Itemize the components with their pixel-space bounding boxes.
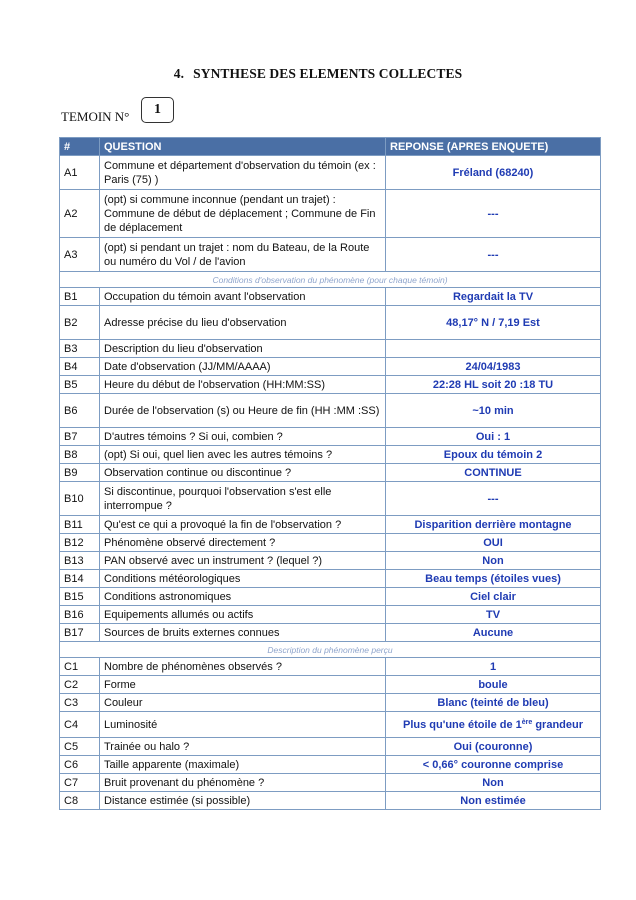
row-answer: Oui (couronne)	[386, 738, 601, 756]
row-question: Heure du début de l'observation (HH:MM:SS)	[100, 376, 386, 394]
table-row	[60, 658, 601, 676]
row-id: B11	[60, 516, 100, 534]
row-answer: 22:28 HL soit 20 :18 TU	[386, 376, 601, 394]
row-id: B3	[60, 340, 100, 358]
row-question: Nombre de phénomènes observés ?	[100, 658, 386, 676]
table-row	[60, 306, 601, 340]
section-row-conditions	[60, 272, 601, 288]
row-answer	[386, 340, 601, 358]
section-label: Description du phénomène perçu	[60, 642, 601, 658]
row-id: B1	[60, 288, 100, 306]
table-row	[60, 774, 601, 792]
row-answer: 1	[386, 658, 601, 676]
row-answer: Oui : 1	[386, 428, 601, 446]
header-id: #	[60, 138, 100, 156]
row-id: A1	[60, 156, 100, 190]
row-question: Conditions météorologiques	[100, 570, 386, 588]
synthesis-table	[59, 137, 601, 810]
table-row	[60, 428, 601, 446]
row-question: Taille apparente (maximale)	[100, 756, 386, 774]
row-answer: < 0,66° couronne comprise	[386, 756, 601, 774]
row-id: C5	[60, 738, 100, 756]
row-answer: ~10 min	[386, 394, 601, 428]
row-answer: Fréland (68240)	[386, 156, 601, 190]
row-id: A2	[60, 190, 100, 238]
table-row	[60, 340, 601, 358]
table-header-row	[60, 138, 601, 156]
header-answer: REPONSE (APRES ENQUETE)	[386, 138, 601, 156]
row-answer: Non	[386, 774, 601, 792]
table-row	[60, 756, 601, 774]
row-answer: boule	[386, 676, 601, 694]
row-answer: TV	[386, 606, 601, 624]
row-answer: CONTINUE	[386, 464, 601, 482]
row-question: Phénomène observé directement ?	[100, 534, 386, 552]
table-row	[60, 376, 601, 394]
row-answer: Epoux du témoin 2	[386, 446, 601, 464]
row-question: Observation continue ou discontinue ?	[100, 464, 386, 482]
row-answer: Aucune	[386, 624, 601, 642]
table-row	[60, 394, 601, 428]
table-row	[60, 694, 601, 712]
row-question: Distance estimée (si possible)	[100, 792, 386, 810]
row-id: B6	[60, 394, 100, 428]
table-row	[60, 624, 601, 642]
row-question: (opt) Si oui, quel lien avec les autres témoins ?	[100, 446, 386, 464]
row-question: Bruit provenant du phénomène ?	[100, 774, 386, 792]
table-row	[60, 516, 601, 534]
section-title	[0, 66, 636, 82]
temoin-label: TEMOIN N°	[61, 109, 130, 124]
table-row	[60, 464, 601, 482]
row-answer: Non	[386, 552, 601, 570]
table-row	[60, 712, 601, 738]
table-row	[60, 552, 601, 570]
row-id: B15	[60, 588, 100, 606]
table-row	[60, 238, 601, 272]
row-question: Equipements allumés ou actifs	[100, 606, 386, 624]
row-answer: ---	[386, 190, 601, 238]
row-answer: 24/04/1983	[386, 358, 601, 376]
row-question: Durée de l'observation (s) ou Heure de fin (HH :MM :SS)	[100, 394, 386, 428]
section-title-text: SYNTHESE DES ELEMENTS COLLECTES	[193, 66, 463, 81]
row-question: (opt) si pendant un trajet : nom du Bateau, de la Route ou numéro du Vol / de l'avion	[100, 238, 386, 272]
row-question: (opt) si commune inconnue (pendant un trajet) : Commune de début de déplacement ; Commune de Fin de déplacement	[100, 190, 386, 238]
section-row-description	[60, 642, 601, 658]
row-id: B8	[60, 446, 100, 464]
table-row	[60, 588, 601, 606]
table-row	[60, 570, 601, 588]
section-label: Conditions d'observation du phénomène (pour chaque témoin)	[60, 272, 601, 288]
answer-superscript: ère	[521, 718, 533, 726]
row-id: B12	[60, 534, 100, 552]
row-id: B13	[60, 552, 100, 570]
table-row	[60, 738, 601, 756]
row-question: Adresse précise du lieu d'observation	[100, 306, 386, 340]
row-answer: Disparition derrière montagne	[386, 516, 601, 534]
table-row	[60, 190, 601, 238]
row-id: B14	[60, 570, 100, 588]
row-answer: Non estimée	[386, 792, 601, 810]
table-row	[60, 676, 601, 694]
row-question: Forme	[100, 676, 386, 694]
row-id: B4	[60, 358, 100, 376]
row-id: B5	[60, 376, 100, 394]
row-id: A3	[60, 238, 100, 272]
row-id: C3	[60, 694, 100, 712]
section-number: 4.	[173, 66, 185, 81]
row-id: C2	[60, 676, 100, 694]
table-row	[60, 534, 601, 552]
row-id: C4	[60, 712, 100, 738]
row-question: Commune et département d'observation du témoin (ex : Paris (75) )	[100, 156, 386, 190]
table-row	[60, 606, 601, 624]
row-answer: Ciel clair	[386, 588, 601, 606]
row-answer: 48,17° N / 7,19 Est	[386, 306, 601, 340]
row-answer: ---	[386, 238, 601, 272]
row-question: Sources de bruits externes connues	[100, 624, 386, 642]
row-question: Trainée ou halo ?	[100, 738, 386, 756]
row-id: B2	[60, 306, 100, 340]
row-question: Date d'observation (JJ/MM/AAAA)	[100, 358, 386, 376]
row-question: Description du lieu d'observation	[100, 340, 386, 358]
table-row	[60, 288, 601, 306]
row-answer: ---	[386, 482, 601, 516]
row-id: B9	[60, 464, 100, 482]
temoin-number-box: 1	[141, 97, 174, 123]
row-id: C7	[60, 774, 100, 792]
row-question: Si discontinue, pourquoi l'observation s'est elle interrompue ?	[100, 482, 386, 516]
answer-text-end: grandeur	[532, 718, 583, 731]
row-answer: Regardait la TV	[386, 288, 601, 306]
row-id: C6	[60, 756, 100, 774]
row-id: C8	[60, 792, 100, 810]
row-answer: Beau temps (étoiles vues)	[386, 570, 601, 588]
row-answer: Blanc (teinté de bleu)	[386, 694, 601, 712]
header-question: QUESTION	[100, 138, 386, 156]
table-row	[60, 482, 601, 516]
row-question: PAN observé avec un instrument ? (lequel ?)	[100, 552, 386, 570]
row-id: B7	[60, 428, 100, 446]
row-question: D'autres témoins ? Si oui, combien ?	[100, 428, 386, 446]
row-question: Occupation du témoin avant l'observation	[100, 288, 386, 306]
row-question: Luminosité	[100, 712, 386, 738]
row-id: C1	[60, 658, 100, 676]
row-id: B17	[60, 624, 100, 642]
table-row	[60, 446, 601, 464]
table-row	[60, 792, 601, 810]
row-question: Couleur	[100, 694, 386, 712]
row-question: Conditions astronomiques	[100, 588, 386, 606]
table-row	[60, 156, 601, 190]
row-answer: OUI	[386, 534, 601, 552]
table-row	[60, 358, 601, 376]
answer-text: Plus qu'une étoile de 1	[403, 718, 522, 731]
row-id: B10	[60, 482, 100, 516]
row-answer	[386, 712, 601, 738]
row-question: Qu'est ce qui a provoqué la fin de l'observation ?	[100, 516, 386, 534]
row-id: B16	[60, 606, 100, 624]
